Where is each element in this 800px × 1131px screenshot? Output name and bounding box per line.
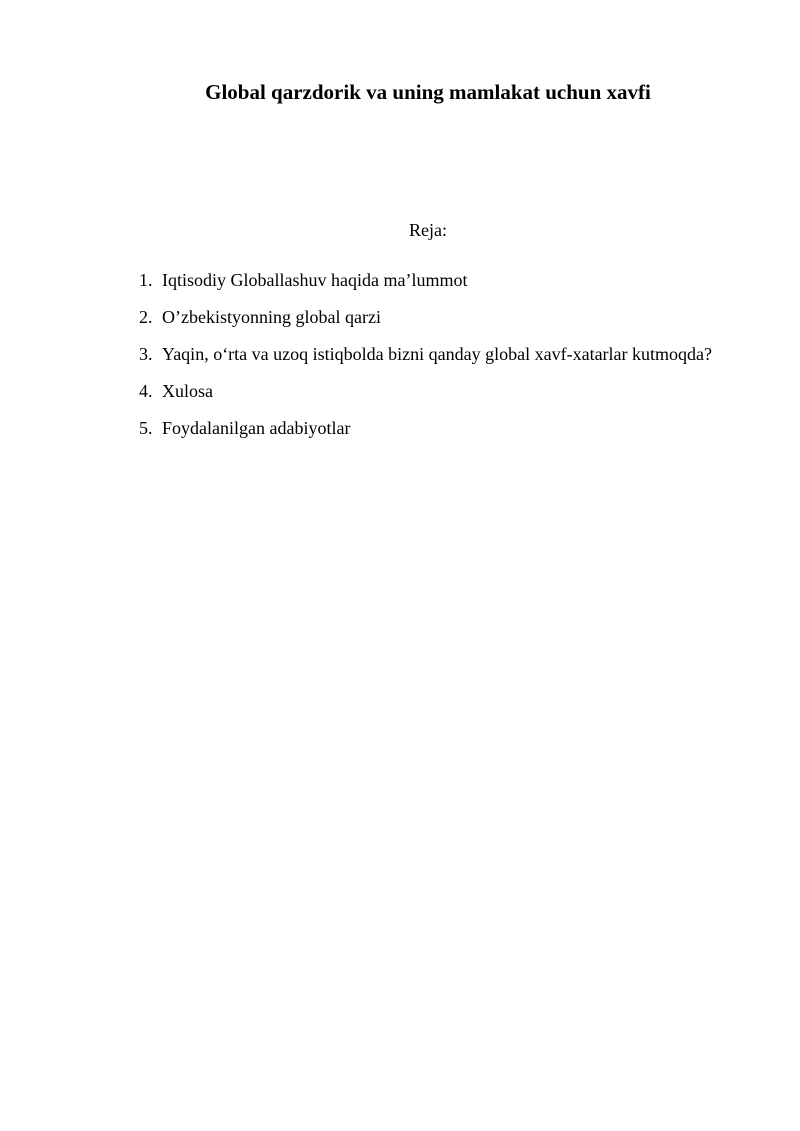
- plan-heading: Reja:: [409, 220, 447, 240]
- plan-item-number: 2.: [139, 307, 153, 327]
- plan-list: [139, 262, 741, 447]
- plan-item: [139, 262, 741, 299]
- plan-item: [139, 299, 741, 336]
- document-title: Global qarzdorik va uning mamlakat uchun xavfi: [205, 80, 651, 104]
- plan-item: [139, 410, 741, 447]
- plan-item-text: O’zbekistyonning global qarzi: [162, 307, 381, 327]
- plan-item: [139, 373, 741, 410]
- plan-item-number: 3.: [139, 344, 153, 364]
- plan-item-text: Xulosa: [162, 381, 213, 401]
- plan-item-text: Foydalanilgan adabiyotlar: [162, 418, 351, 438]
- plan-item-number: 4.: [139, 381, 153, 401]
- plan-item-number: 5.: [139, 418, 153, 438]
- plan-item-text: Yaqin, o‘rta va uzoq istiqbolda bizni qanday global xavf-xatarlar kutmoqda?: [162, 344, 713, 364]
- plan-item-text: Iqtisodiy Globallashuv haqida ma’lummot: [162, 270, 468, 290]
- plan-item-number: 1.: [139, 270, 153, 290]
- plan-item: [139, 336, 741, 373]
